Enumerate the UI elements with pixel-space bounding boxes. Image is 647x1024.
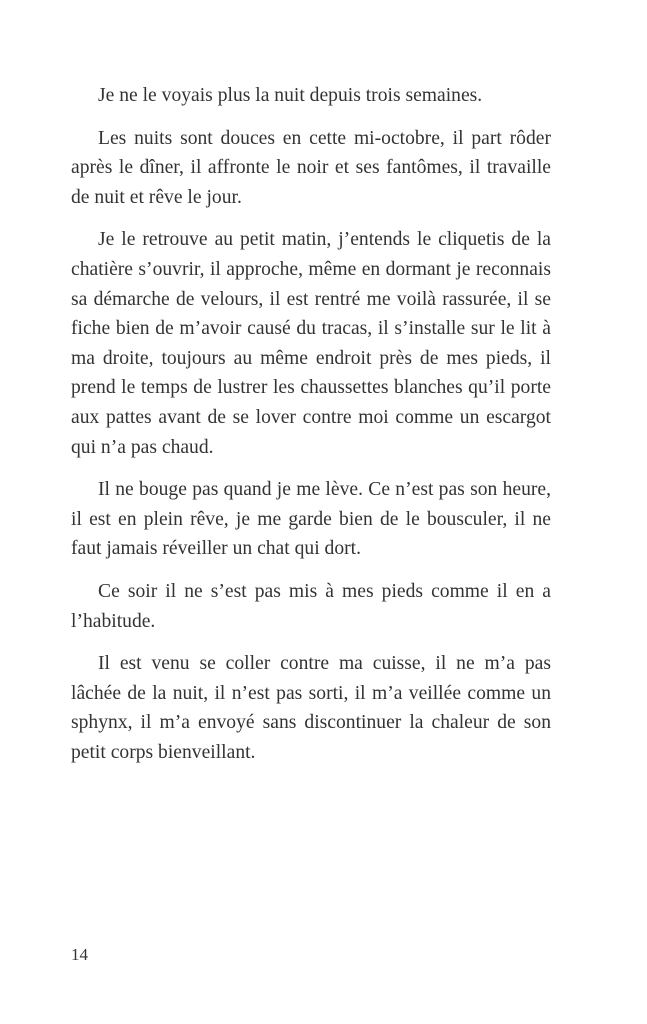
paragraph-1: Je ne le voyais plus la nuit depuis trois semaines. — [98, 85, 483, 106]
paragraph-4: Il ne bouge pas quand je me lève. Ce n’est pas son heure, il est en plein rêve, je me garde bien de le bousculer, il ne faut jamais réveiller un chat qui dort. — [71, 479, 551, 560]
paragraph-2: Les nuits sont douces en cette mi-octobre, il part rôder après le dîner, il affronte le noir et ses fantômes, il travaille de nuit et rêve le jour. — [71, 127, 551, 208]
paragraph-5: Ce soir il ne s’est pas mis à mes pieds comme il en a l’habitude. — [71, 580, 551, 632]
paragraph-6: Il est venu se coller contre ma cuisse, il ne m’a pas lâchée de la nuit, il n’est pas sorti, il m’a veillée comme un sphynx, il m’a envoyé sans discontinuer la chaleur de son petit corps bienveillant. — [71, 653, 551, 763]
page-body — [71, 81, 551, 780]
page-number: 14 — [71, 945, 88, 964]
paragraph-3: Je le retrouve au petit matin, j’entends le cliquetis de la chatière s’ouvrir, il approche, même en dormant je reconnais sa démarche de velours, il est rentré me voilà rassurée, il se fiche bien de m’avoir causé du tracas, il s’installe sur le lit à ma droite, toujours au même endroit près de mes pieds, il prend le temps de lustrer les chaussettes blanches qu’il porte aux pattes avant de se lover contre moi comme un escargot qui n’a pas chaud. — [71, 229, 551, 458]
